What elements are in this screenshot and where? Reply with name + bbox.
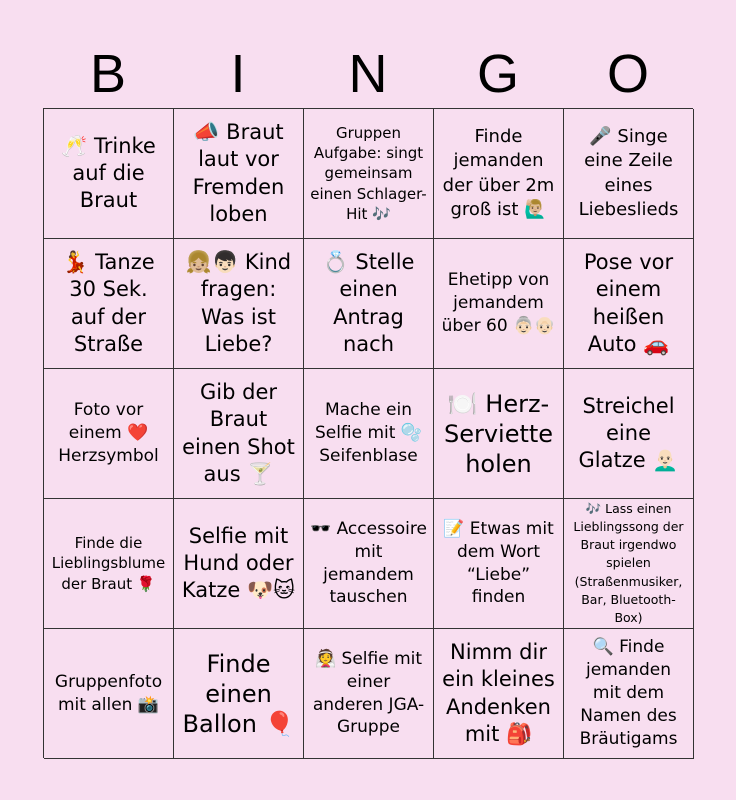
cell-text: 💃 Tanze 30 Sek. auf der Straße xyxy=(62,249,155,356)
bingo-cell[interactable] xyxy=(44,109,174,239)
bingo-cell[interactable] xyxy=(434,239,564,369)
bingo-cell[interactable] xyxy=(174,499,304,629)
header-letter-i: I xyxy=(230,44,246,104)
cell-text: Streichel eine Glatze 👨🏻‍🦲 xyxy=(578,393,679,473)
cell-text: 📣 Braut laut vor Fremden loben xyxy=(192,119,285,226)
bingo-cell[interactable] xyxy=(304,239,434,369)
cell-text: 🕶️ Accessoire mit jemandem tauschen xyxy=(310,518,427,608)
bingo-cell[interactable] xyxy=(44,629,174,759)
cell-text: 💍 Stelle einen Antrag nach xyxy=(322,249,415,356)
bingo-header xyxy=(43,40,693,108)
cell-text: 📝 Etwas mit dem Wort “Liebe” finden xyxy=(443,518,554,608)
cell-text: Gruppen Aufgabe: singt gemeinsam einen Schlager-Hit 🎶 xyxy=(310,123,427,223)
bingo-cell[interactable] xyxy=(304,499,434,629)
cell-text: 🎶 Lass einen Lieblingssong der Braut irgendwo spielen (Straßenmusiker, Bar, Bluetooth-Box) xyxy=(573,501,684,625)
cell-text: 🍽️ Herz-Serviette holen xyxy=(443,389,554,478)
cell-text: Pose vor einem heißen Auto 🚗 xyxy=(583,249,674,356)
bingo-grid xyxy=(43,108,693,758)
bingo-cell[interactable] xyxy=(434,369,564,499)
cell-text: Nimm dir ein kleines Andenken mit 🎒 xyxy=(442,639,555,746)
cell-text: Foto vor einem ❤️ Herzsymbol xyxy=(58,400,159,466)
bingo-cell[interactable] xyxy=(174,369,304,499)
bingo-cell[interactable] xyxy=(304,369,434,499)
bingo-cell[interactable] xyxy=(44,369,174,499)
cell-text: 🎤 Singe eine Zeile eines Liebeslieds xyxy=(578,125,679,220)
cell-text: Gib der Braut einen Shot aus 🍸 xyxy=(182,379,295,486)
bingo-cell[interactable] xyxy=(434,629,564,759)
cell-text: Mache ein Selfie mit 🫧 Seifenblase xyxy=(314,400,423,466)
cell-text: Ehetipp von jemandem über 60 👵🏻👴🏻 xyxy=(441,270,556,336)
cell-text: 👰 Selfie mit einer anderen JGA-Gruppe xyxy=(312,648,425,738)
bingo-cell[interactable] xyxy=(564,109,694,239)
bingo-cell[interactable] xyxy=(564,239,694,369)
bingo-cell[interactable] xyxy=(304,109,434,239)
header-letter-n: N xyxy=(348,44,388,104)
cell-text: Finde jemanden der über 2m groß ist 🙋🏼‍♂️ xyxy=(442,125,555,220)
cell-text: Finde einen Ballon 🎈 xyxy=(182,649,295,738)
bingo-cell[interactable] xyxy=(44,499,174,629)
bingo-cell[interactable] xyxy=(564,629,694,759)
bingo-cell[interactable] xyxy=(304,629,434,759)
cell-text: Finde die Lieblingsblume der Braut 🌹 xyxy=(51,534,166,593)
bingo-cell[interactable] xyxy=(44,239,174,369)
cell-text: 🔍 Finde jemanden mit dem Namen des Bräutigams xyxy=(579,637,678,749)
bingo-cell[interactable] xyxy=(564,369,694,499)
header-letter-b: B xyxy=(89,44,127,104)
bingo-cell[interactable] xyxy=(434,109,564,239)
cell-text: Gruppenfoto mit allen 📸 xyxy=(54,671,163,715)
header-letter-g: G xyxy=(476,44,519,104)
cell-text: 🥂 Trinke auf die Braut xyxy=(61,133,156,213)
bingo-cell[interactable] xyxy=(564,499,694,629)
bingo-cell[interactable] xyxy=(174,109,304,239)
cell-text: Selfie mit Hund oder Katze 🐶🐱 xyxy=(181,523,296,603)
bingo-cell[interactable] xyxy=(434,499,564,629)
bingo-cell[interactable] xyxy=(174,239,304,369)
bingo-cell[interactable] xyxy=(174,629,304,759)
header-letter-o: O xyxy=(606,44,649,104)
cell-text: 👧🏼👦🏻 Kind fragen: Was ist Liebe? xyxy=(185,249,292,356)
